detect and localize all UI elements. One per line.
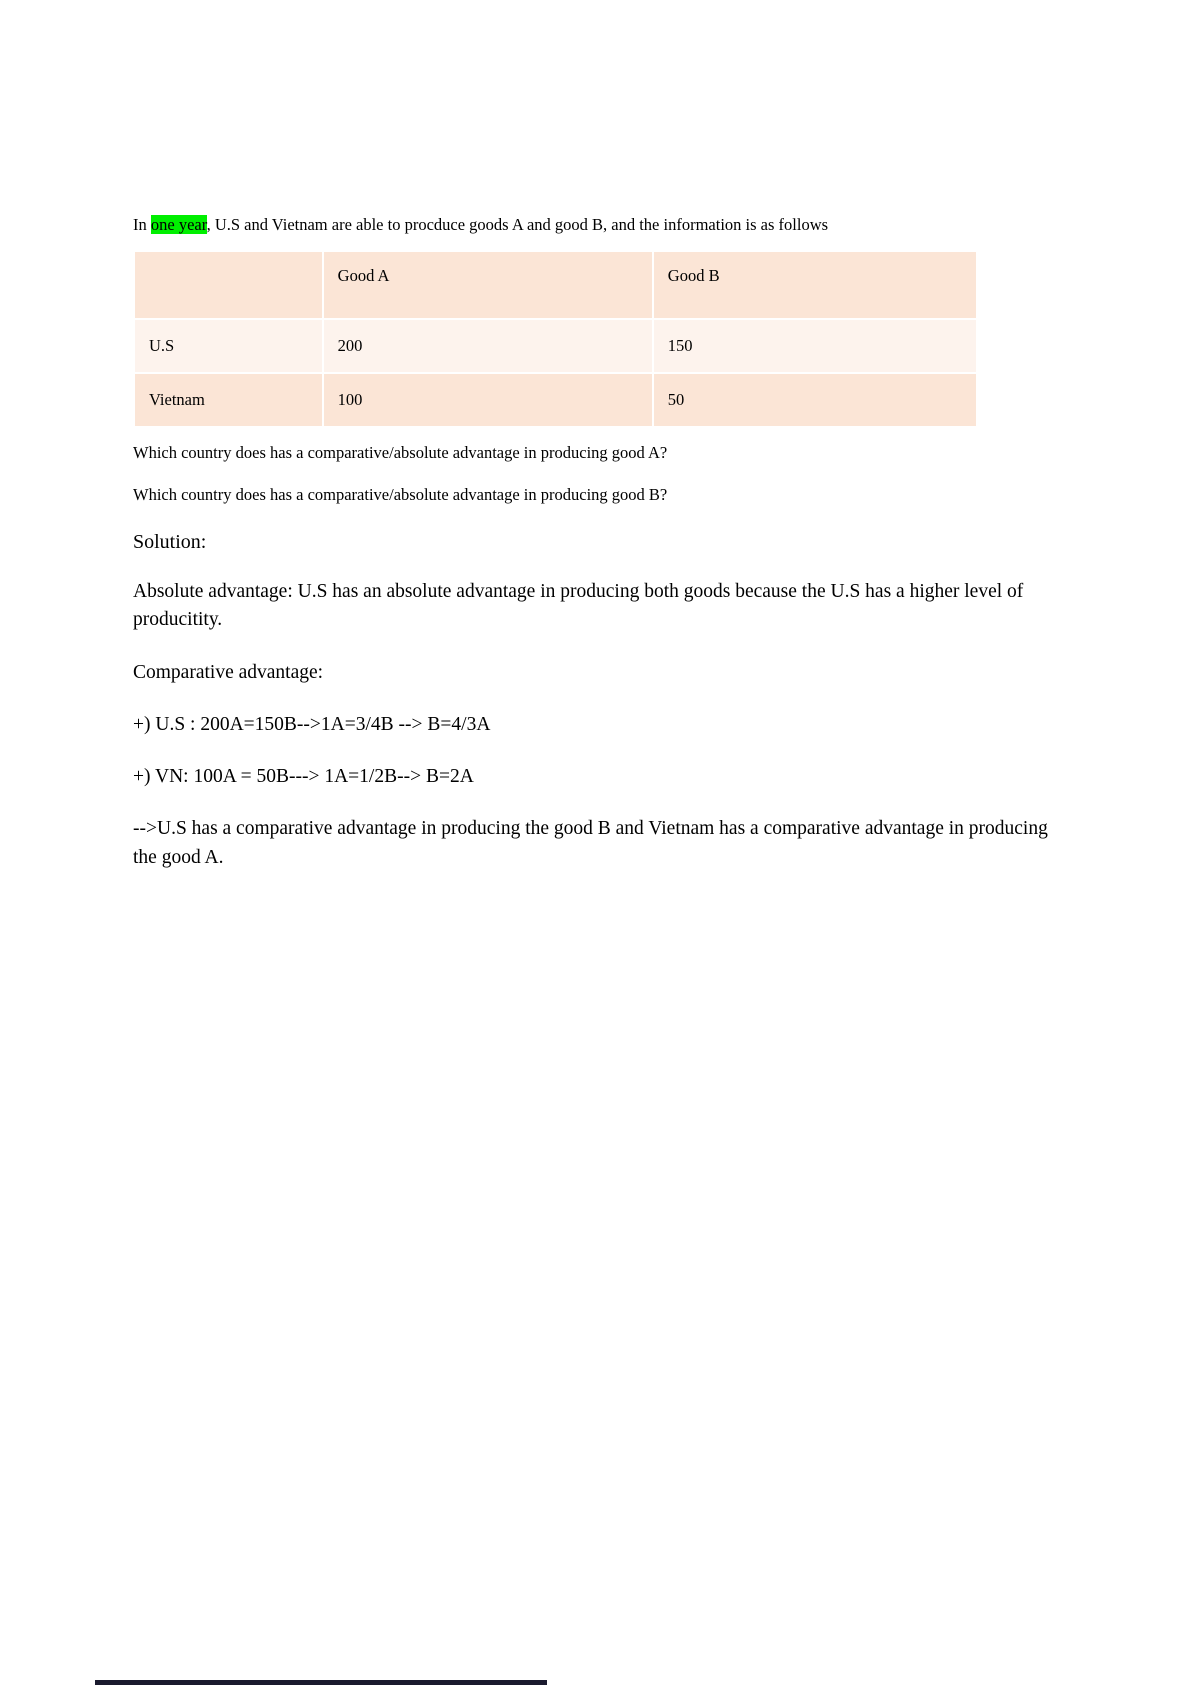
table-row-vietnam	[134, 373, 977, 427]
intro-suffix: , U.S and Vietnam are able to procduce goods A and good B, and the information is as follows	[206, 215, 829, 234]
intro-prefix: In	[133, 215, 151, 234]
solution-heading: Solution:	[133, 531, 207, 554]
intro-paragraph	[133, 214, 1058, 236]
absolute-advantage-paragraph: Absolute advantage: U.S has an absolute advantage in producing both goods because the U.S has a higher level of producitity.	[133, 581, 1024, 631]
conclusion-paragraph: -->U.S has a comparative advantage in producing the good B and Vietnam has a comparative advantage in producing the good A.	[133, 818, 1048, 868]
question-good-b: Which country does has a comparative/absolute advantage in producing good B?	[133, 484, 668, 504]
header-cell-empty	[134, 251, 323, 319]
question-good-a: Which country does has a comparative/absolute advantage in producing good A?	[133, 443, 668, 463]
header-cell-good-a: Good A	[323, 251, 653, 319]
page-bottom-bar	[95, 1680, 547, 1685]
production-table	[133, 250, 978, 428]
document-content	[133, 214, 1058, 872]
vietnam-good-b-value: 50	[653, 373, 977, 427]
comparative-advantage-heading: Comparative advantage:	[133, 661, 324, 683]
us-ratio-line: +) U.S : 200A=150B-->1A=3/4B --> B=4/3A	[133, 713, 491, 735]
header-cell-good-b: Good B	[653, 251, 977, 319]
row-label-vietnam: Vietnam	[134, 373, 323, 427]
intro-highlighted-text: one year	[150, 215, 207, 234]
row-label-us: U.S	[134, 319, 323, 373]
us-good-b-value: 150	[653, 319, 977, 373]
vn-ratio-line: +) VN: 100A = 50B---> 1A=1/2B--> B=2A	[133, 766, 474, 788]
table-row-us	[134, 319, 977, 373]
vietnam-good-a-value: 100	[323, 373, 653, 427]
us-good-a-value: 200	[323, 319, 653, 373]
table-header-row	[134, 251, 977, 319]
